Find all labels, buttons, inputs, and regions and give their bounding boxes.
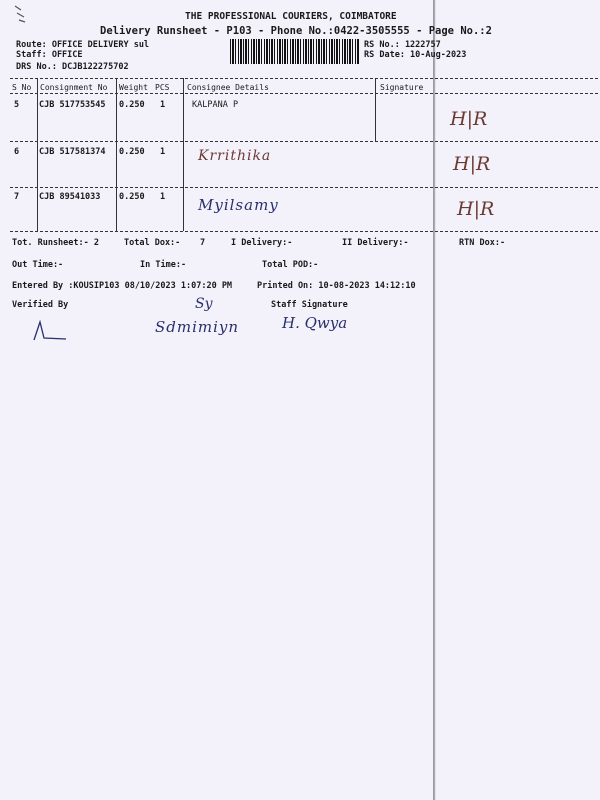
row-sno: 5 xyxy=(14,100,20,110)
row-rule xyxy=(10,141,598,142)
row-signature: H|R xyxy=(457,198,495,220)
staff: Staff: OFFICE xyxy=(16,50,83,60)
row-sno: 7 xyxy=(14,192,20,202)
row-rule xyxy=(10,187,598,188)
row-sno: 6 xyxy=(14,147,20,157)
table-top-rule xyxy=(10,78,598,79)
col-header-consignment: Consignment No xyxy=(40,83,108,92)
row-consignment: CJB 517753545 xyxy=(39,100,106,110)
row-consignee-handwritten: Krrithika xyxy=(198,148,272,164)
table-header-rule xyxy=(10,93,598,94)
signature-initials: Sy xyxy=(195,296,213,312)
total-pod: Total POD:- xyxy=(262,260,319,270)
col-header-sno: S No xyxy=(12,83,32,92)
corner-mark-icon xyxy=(12,4,30,26)
row-signature: H|R xyxy=(450,108,488,130)
verified-signature-icon xyxy=(30,318,70,344)
route: Route: OFFICE DELIVERY sul xyxy=(16,40,150,50)
row-signature: H|R xyxy=(453,153,491,175)
ii-delivery: II Delivery:- xyxy=(342,238,409,248)
row-pcs: 1 xyxy=(160,100,166,110)
scan-line xyxy=(433,0,436,800)
total-runsheet: Tot. Runsheet:- 2 xyxy=(12,238,99,248)
total-dox-value: 7 xyxy=(200,238,206,248)
i-delivery: I Delivery:- xyxy=(231,238,293,248)
signature-name: Sdmimiyn xyxy=(155,318,240,336)
row-weight: 0.250 xyxy=(119,192,145,202)
rs-number: RS No.: 1222757 xyxy=(364,40,441,50)
drs-number: DRS No.: DCJB122275702 xyxy=(16,62,129,72)
verified-by: Verified By xyxy=(12,300,69,310)
staff-signature-label: Staff Signature xyxy=(271,300,348,310)
col-header-signature: Signature xyxy=(380,83,424,92)
col-header-pcs: PCS xyxy=(155,83,170,92)
company-name: THE PROFESSIONAL COURIERS, COIMBATORE xyxy=(185,11,397,22)
rs-date: RS Date: 10-Aug-2023 xyxy=(364,50,467,60)
row-consignment: CJB 517581374 xyxy=(39,147,106,157)
row-pcs: 1 xyxy=(160,147,166,157)
entered-by: Entered By :KOUSIP103 08/10/2023 1:07:20 PM xyxy=(12,281,233,291)
runsheet-title: Delivery Runsheet - P103 - Phone No.:0422-3505555 - Page No.:2 xyxy=(100,25,492,37)
out-time: Out Time:- xyxy=(12,260,64,270)
row-weight: 0.250 xyxy=(119,100,145,110)
row-consignee: KALPANA P xyxy=(192,100,239,110)
col-header-consignee: Consignee Details xyxy=(187,83,269,92)
printed-on: Printed On: 10-08-2023 14:12:10 xyxy=(257,281,416,291)
row-consignment: CJB 89541033 xyxy=(39,192,101,202)
barcode xyxy=(230,39,360,64)
staff-signature-name: H. Qwya xyxy=(282,314,348,332)
col-header-weight: Weight xyxy=(119,83,148,92)
rtn-dox: RTN Dox:- xyxy=(459,238,506,248)
row-consignee-handwritten: Myilsamy xyxy=(198,196,279,214)
row-weight: 0.250 xyxy=(119,147,145,157)
table-bottom-rule xyxy=(10,231,598,232)
total-dox-label: Total Dox:- xyxy=(124,238,181,248)
in-time: In Time:- xyxy=(140,260,187,270)
row-pcs: 1 xyxy=(160,192,166,202)
